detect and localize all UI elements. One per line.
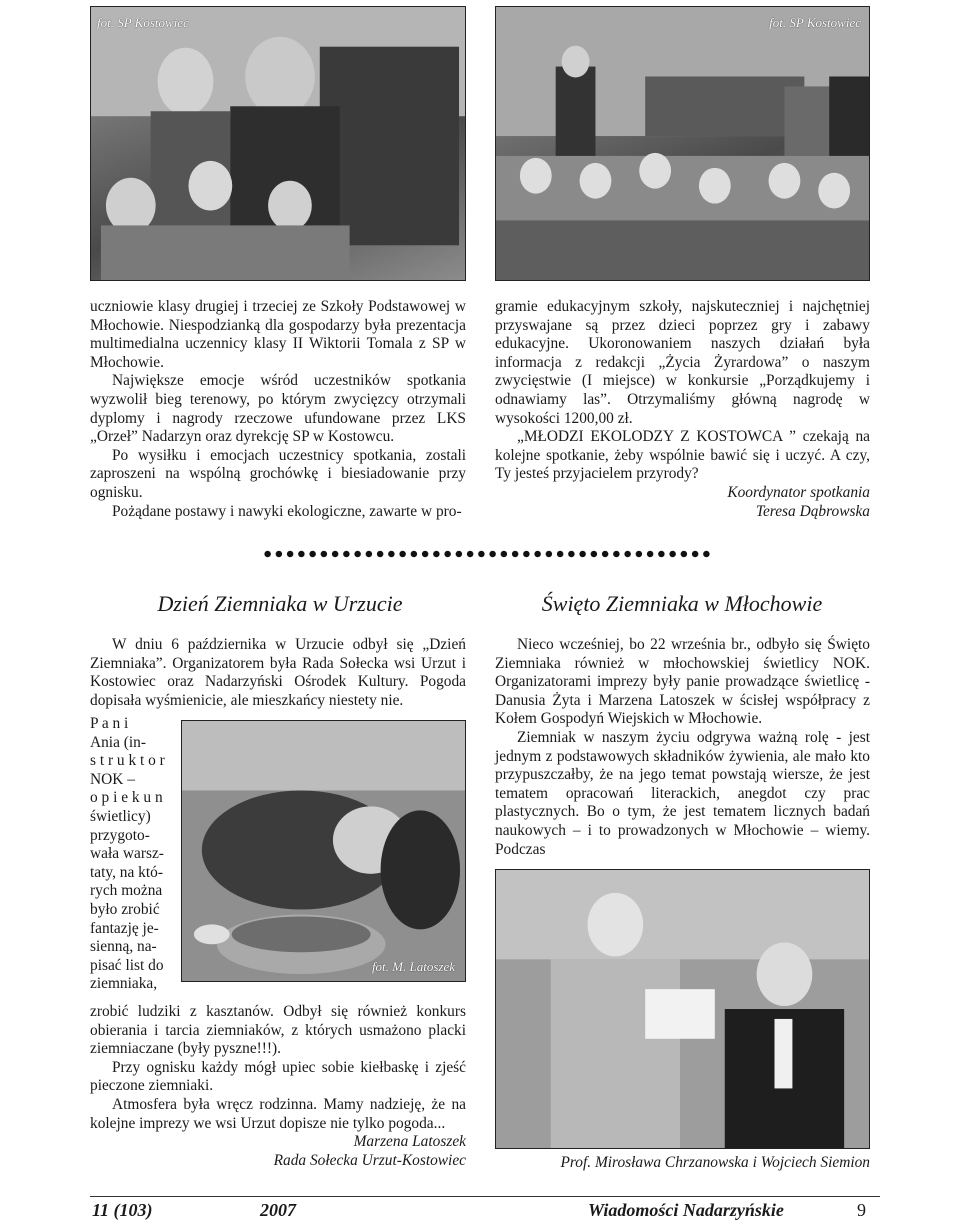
photo-caption: Prof. Mirosława Chrzanowska i Wojciech Siemion <box>560 1154 870 1171</box>
article-title-right: Święto Ziemniaka w Młochowie <box>541 591 823 616</box>
photo-professor-and-guest <box>495 869 870 1149</box>
wrap-line: rych można <box>90 882 163 900</box>
paragraph: Największe emocje wśród uczestników spotkania wyzwolił bieg terenowy, po którym zwycięzcy otrzymali dyplomy i nagrody rzeczowe ufundowane przez LKS „Orzeł” Nadarzyn oraz dyrekcję SP w Kostowcu. <box>90 372 466 446</box>
paragraph: uczniowie klasy drugiej i trzeciej ze Szkoły Podstawowej w Młochowie. Niespodzianką dla gospodarzy była prezentacja multimedialna uczennicy klasy II Wiktorii Tomala z SP w Młochowie. <box>90 298 466 371</box>
wrap-line: wała warsz- <box>90 845 164 863</box>
paragraph: gramie edukacyjnym szkoły, najskuteczniej i najchętniej przyswajane są przez dzieci poprzez gry i zabawy edukacyjne. Ukoronowaniem naszych działań była informacja z redakcji „Życia Żyrardowa” o naszym zwycięstwie (I miejsce) w konkursie „Porządkujemy i odnawiamy las”. Otrzymaliśmy główną nagrodę w wysokości 1200,00 zł. <box>495 298 870 427</box>
paragraph: Przy ognisku każdy mógł upiec sobie kiełbaskę i zjeść pieczone ziemniaki. <box>90 1058 466 1095</box>
wrap-line: fantazję je- <box>90 919 159 937</box>
wrap-line: P a n i <box>90 715 129 732</box>
paragraph: Atmosfera była wręcz rodzinna. Mamy nadzieję, że na kolejne imprezy we wsi Urzut dopisze nie tylko pogoda... <box>90 1095 466 1132</box>
signature-name: Marzena Latoszek <box>353 1133 466 1151</box>
photo-credit: fot. M. Latoszek <box>371 959 455 974</box>
paragraph: W dniu 6 października w Urzucie odbył się „Dzień Ziemniaka”. Organizatorem była Rada Sołecka wsi Urzut i Kostowiec oraz Nadarzyński Ośrodek Kultury. Pogoda dopisała wyśmienicie, ale mieszkańcy niestety nie. <box>90 636 466 709</box>
photo-credit: fot. SP Kostowiec <box>769 15 861 30</box>
article-continuation-left <box>90 298 466 521</box>
article-left-wrap-text <box>90 715 172 994</box>
article-right-body <box>495 636 870 859</box>
wrap-line: o p i e k u n <box>90 789 163 807</box>
footer-page-number: 9 <box>857 1200 866 1220</box>
paragraph: Po wysiłku i emocjach uczestnicy spotkania, zostali zaproszeni na wspólną grochówkę i biesiadowanie przy ognisku. <box>90 446 466 501</box>
wrap-line: pisać list do <box>90 956 164 974</box>
wrap-line: s t r u k t o r <box>90 752 165 770</box>
wrap-line: Ania (in- <box>90 733 146 751</box>
photo-credit: fot. SP Kostowiec <box>97 15 189 30</box>
article-left-intro <box>90 636 466 710</box>
signature-name: Teresa Dąbrowska <box>755 502 870 520</box>
footer-rule <box>90 1196 880 1197</box>
paragraph: Ziemniak w naszym życiu odgrywa ważną rolę - jest jednym z podstawowych składników żywienia, ale mało kto przypuszczałby, że na jego temat powstają wiersze, że jest tematem opracowań literackich, anegdot czy prac plastycznych. Bo o tym, że jest tematem licznych badań naukowych – i to prowadzonych w Młochowie – wiemy. Podczas <box>495 728 870 858</box>
signature-role: Rada Sołecka Urzut-Kostowiec <box>273 1151 466 1169</box>
wrap-line: przygoto- <box>90 826 150 844</box>
wrap-line: ziemniaka, <box>90 975 158 993</box>
paragraph: „MŁODZI EKOLODZY Z KOSTOWCA ” czekają na kolejne spotkanie, żeby wspólnie bawić się i uczyć. A czy, Ty jesteś przyjacielem przyrody? <box>495 428 870 483</box>
paragraph: Pożądane postawy i nawyki ekologiczne, zawarte w pro- <box>112 502 462 520</box>
wrap-line: NOK – <box>90 770 135 788</box>
article-left-body <box>90 1003 466 1170</box>
paragraph: Nieco wcześniej, bo 22 września br., odbyło się Święto Ziemniaka również w młochowskiej świetlicy NOK. Organizatorami imprezy były panie prowadzące świetlicę - Danusia Żyta i Marzena Latoszek w ścisłej współpracy z Kołem Gospodyń Wiejskich w Młochowie. <box>495 636 870 728</box>
paragraph: zrobić ludziki z kasztanów. Odbył się również konkurs obierania i tarcia ziemniaków, z których usmażono placki ziemniaczane (były pyszne!!!). <box>90 1003 466 1058</box>
photo-top-right <box>495 6 870 281</box>
wrap-line: świetlicy) <box>90 807 151 825</box>
photo-top-left <box>90 6 466 281</box>
photo-potato-workshop <box>181 720 466 982</box>
wrap-line: sienną, na- <box>90 938 157 956</box>
wrap-line: było zrobić <box>90 900 160 918</box>
footer-issue: 11 (103) <box>92 1200 153 1220</box>
article-title-left: Dzień Ziemniaka w Urzucie <box>157 591 403 616</box>
footer-year: 2007 <box>260 1200 296 1220</box>
wrap-line: taty, na któ- <box>90 863 163 881</box>
dotted-separator <box>262 549 712 559</box>
footer-publication: Wiadomości Nadarzyńskie <box>588 1200 784 1220</box>
article-continuation-right <box>495 298 870 521</box>
signature-role: Koordynator spotkania <box>727 483 870 501</box>
